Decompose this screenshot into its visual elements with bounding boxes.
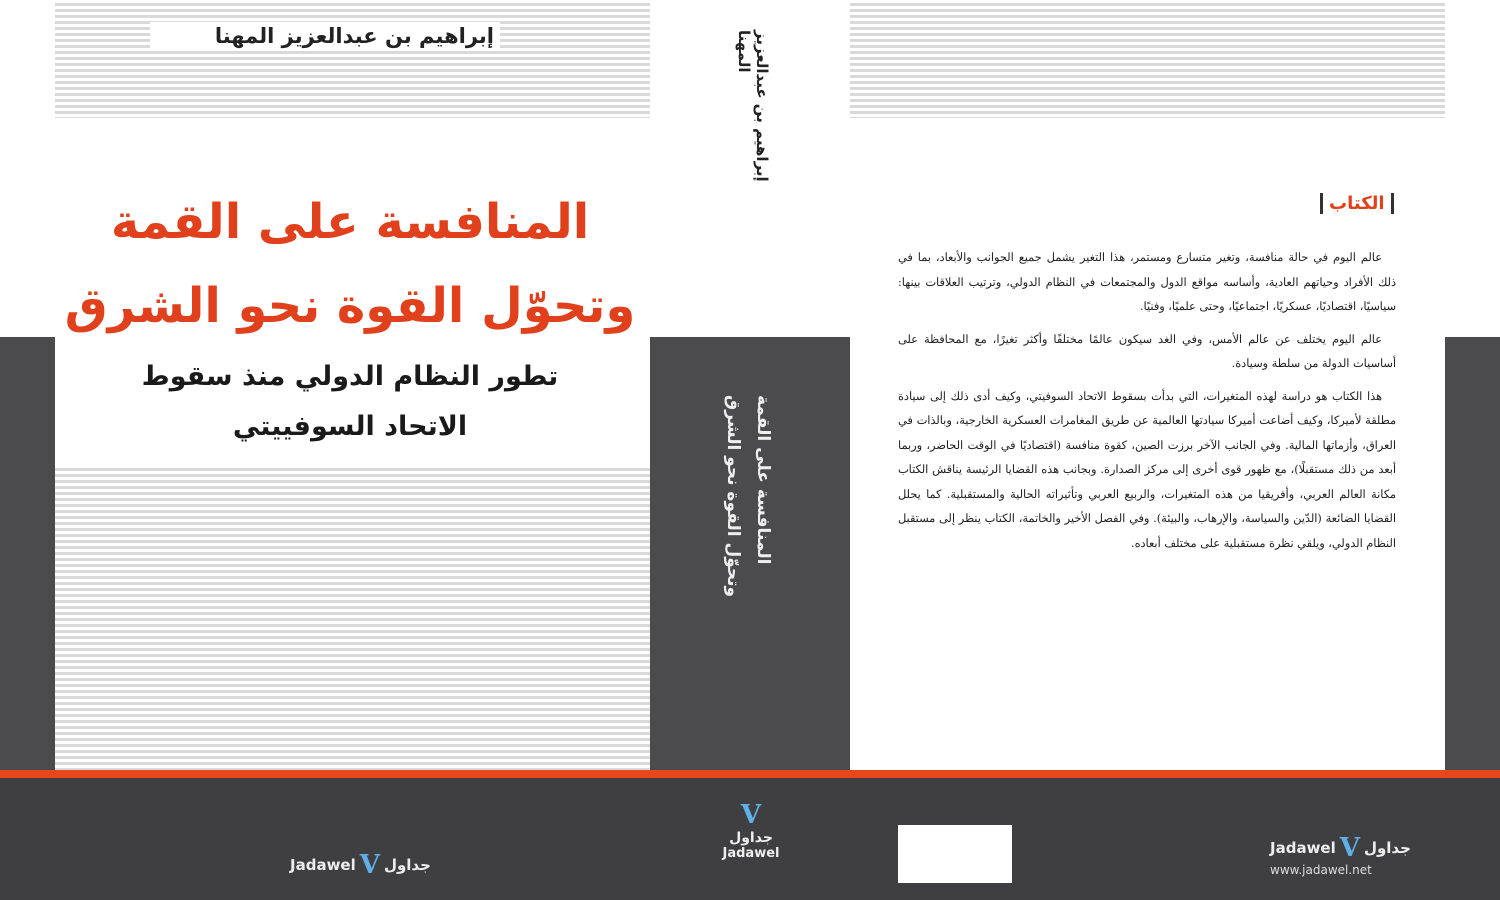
back-publisher-logo: [1270, 833, 1411, 877]
spine-title-line-2: وتحوّل القوة نحو الشرق: [723, 395, 743, 598]
spine-author: إبراهيم بن عبدالعزيز المهنا: [735, 30, 771, 182]
front-bottom-stripes: [55, 465, 650, 770]
spine-title-line-1: المنافسة على القمة: [753, 395, 773, 565]
blurb-paragraph: عالم اليوم يختلف عن عالم الأمس، وفي الغد سيكون عالمًا مختلفًا وأكثر تغيرًا، مع المحافظة على أساسيات الدولة من سلطة وسيادة.: [898, 332, 1396, 370]
logo-v-icon: V: [359, 850, 380, 880]
blurb-paragraph: هذا الكتاب هو دراسة لهذه المتغيرات، التي بدأت بسقوط الاتحاد السوفيتي، وكيف أدى ذلك إلى سيادة مطلقة لأميركا، وكيف أضاعت أميركا سيادتها العالمية عن طريق المغامرات العسكرية الخارجية، وبالذات في العراق، وأزماتها المالية. وفي الجانب الآخر برزت الصين، كقوة منافسة (اقتصاديًا في الوقت الحاضر، وربما أبعد من ذلك مستقبلًا)، مع ظهور قوى أخرى إلى مركز الصدارة. وبجانب هذه القضايا الرئيسة يناقش الكتاب مكانة العالم العربي، وأفريقيا من هذه المتغيرات، والربيع العربي وتأثيراته الحالية والمستقبلية. كما يحلل القضايا الضائعة (الدّين والسياسة، والإرهاب، والبيئة). وفي الفصل الأخير والخاتمة، الكتاب ينظر إلى مستقبل النظام الدولي، ويلقي نظرة مستقبلية على مختلف أبعاده.: [898, 389, 1396, 550]
logo-en: Jadawel: [1270, 839, 1336, 857]
back-label: الكتاب: [1320, 193, 1394, 214]
back-top-stripes: [850, 0, 1445, 118]
logo-ar: جداول: [383, 856, 431, 874]
spine-title: [718, 395, 778, 635]
logo-v-icon: V: [1339, 833, 1360, 863]
spine-publisher-logo: [722, 800, 780, 861]
front-title: [60, 180, 640, 348]
publisher-url: www.jadawel.net: [1270, 863, 1372, 877]
subtitle-line-1: تطور النظام الدولي منذ سقوط: [141, 361, 559, 392]
back-blurb: [898, 246, 1396, 564]
logo-ar: جداول: [1363, 839, 1411, 857]
front-publisher-logo: [290, 850, 431, 880]
front-top-stripes: [55, 0, 650, 118]
logo-en: Jadawel: [290, 856, 356, 874]
orange-rule: [0, 770, 1500, 778]
logo-en: Jadawel: [722, 846, 780, 861]
barcode-area: [898, 825, 1012, 883]
title-line-1: المنافسة على القمة: [110, 194, 590, 250]
title-line-2: وتحوّل القوة نحو الشرق: [64, 278, 636, 334]
subtitle-line-2: الاتحاد السوفييتي: [232, 411, 468, 442]
front-subtitle: [100, 352, 600, 452]
blurb-paragraph: عالم اليوم في حالة منافسة، وتغير متسارع ومستمر، هذا التغير يشمل جميع الجوانب والأبعاد، بما في ذلك الأفراد وحياتهم العادية، وأساسه مواقع الدول والمجتمعات في النظام الدولي، وترتيب العلاقات بينها: سياسيًا، اقتصاديًا، عسكريًا، اجتماعيًا، وحتى علميًا، وفنيًا.: [898, 251, 1396, 313]
front-author: إبراهيم بن عبدالعزيز المهنا: [150, 22, 500, 50]
logo-ar: جداول: [729, 830, 773, 846]
logo-v-icon: V: [740, 800, 762, 830]
